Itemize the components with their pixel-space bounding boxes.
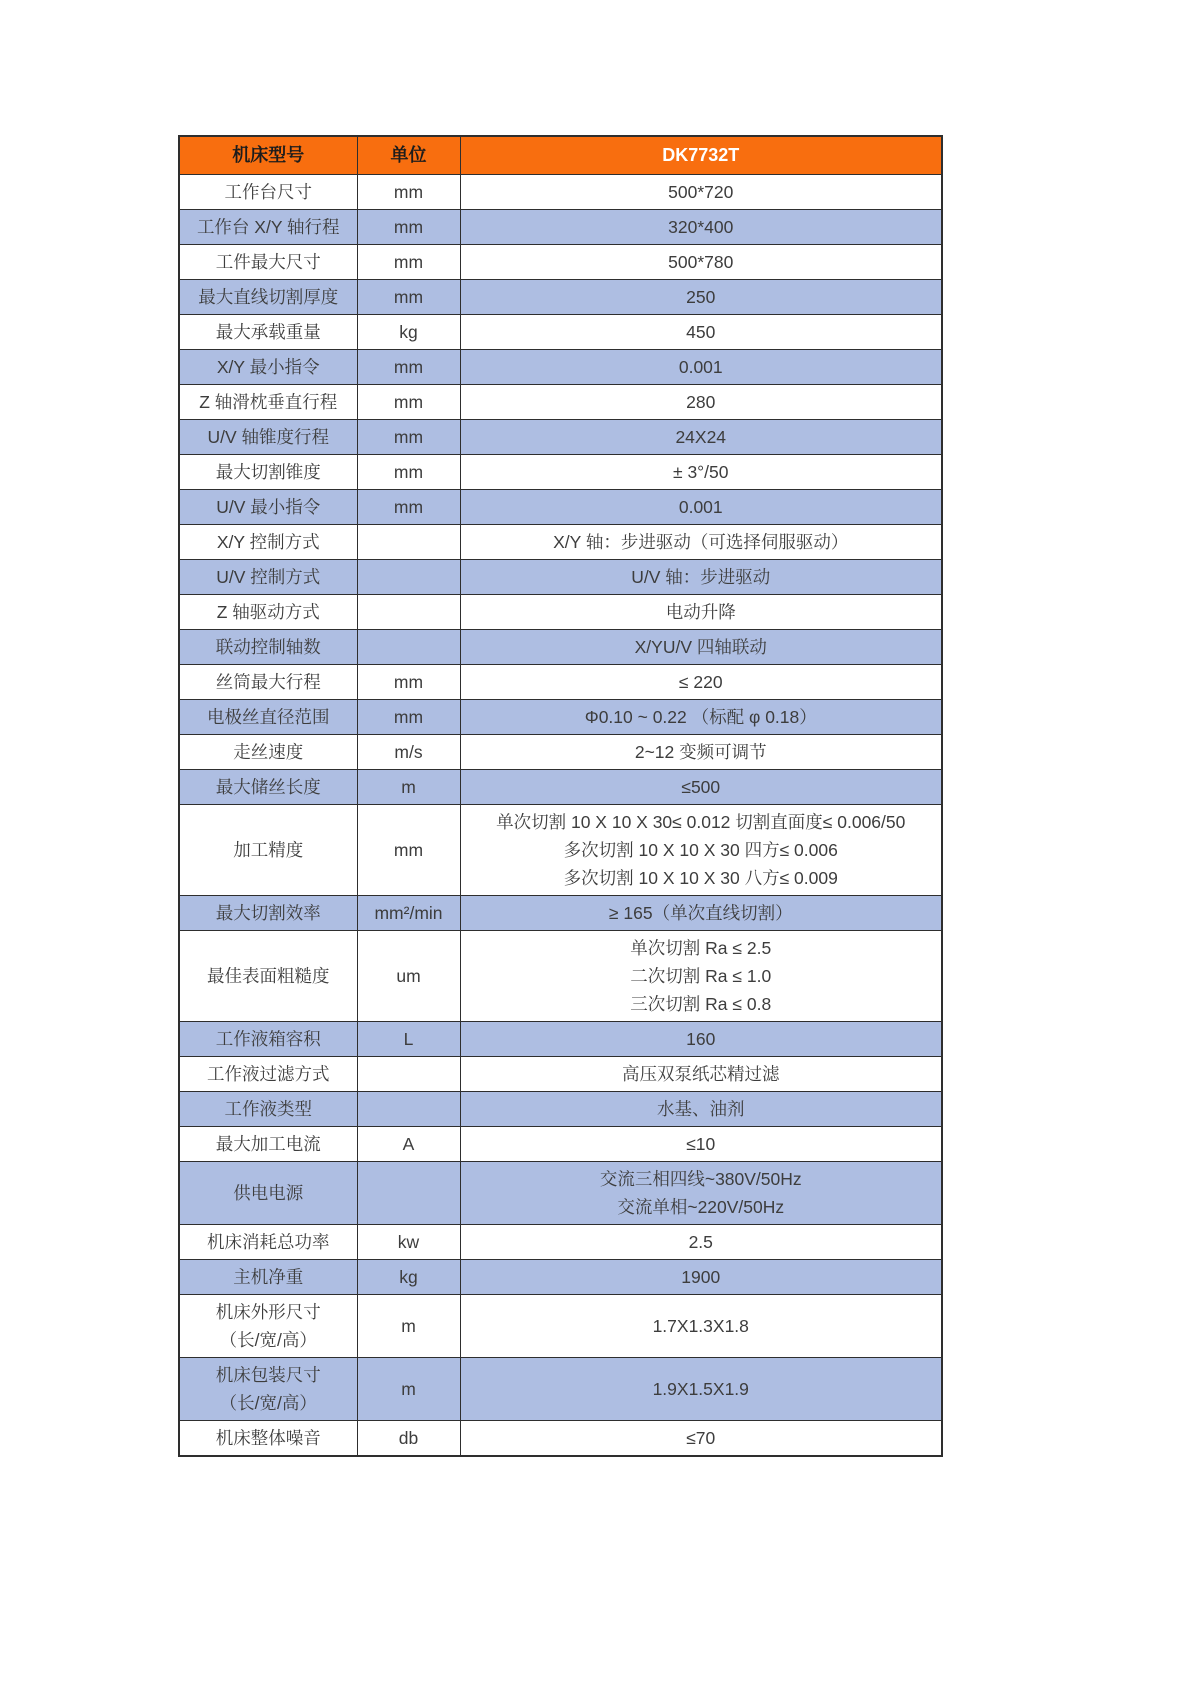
spec-value bbox=[460, 1421, 942, 1457]
spec-value-line: 0.001 bbox=[678, 497, 723, 517]
spec-value bbox=[460, 665, 942, 700]
spec-value bbox=[460, 420, 942, 455]
spec-label-line: 电极丝直径范围 bbox=[207, 707, 330, 727]
spec-value-line: 2~12 变频可调节 bbox=[634, 742, 767, 762]
spec-label-line: 加工精度 bbox=[233, 840, 304, 860]
spec-label bbox=[179, 350, 357, 385]
spec-label bbox=[179, 1421, 357, 1457]
spec-label bbox=[179, 560, 357, 595]
table-row bbox=[179, 1057, 942, 1092]
spec-label bbox=[179, 175, 357, 210]
header-unit-label: 单位 bbox=[357, 136, 460, 175]
spec-value-line: 500*780 bbox=[668, 252, 734, 272]
spec-value-line: 450 bbox=[686, 322, 716, 342]
spec-label-line: 丝筒最大行程 bbox=[215, 672, 321, 692]
spec-label-line: X/Y 最小指令 bbox=[216, 357, 320, 377]
spec-value-line: X/YU/V 四轴联动 bbox=[634, 637, 767, 657]
spec-value-line: 24X24 bbox=[675, 427, 727, 447]
spec-label-line: Z 轴滑枕垂直行程 bbox=[199, 392, 338, 412]
spec-unit: um bbox=[357, 931, 460, 1022]
spec-value bbox=[460, 245, 942, 280]
spec-value-line: ≤ 220 bbox=[678, 672, 723, 692]
spec-value-line: X/Y 轴：步进驱动（可选择伺服驱动） bbox=[553, 532, 849, 552]
spec-unit: mm bbox=[357, 805, 460, 896]
spec-value bbox=[460, 315, 942, 350]
spec-value-line: 500*720 bbox=[668, 182, 734, 202]
spec-value-line: 多次切割 10 X 10 X 30 八方≤ 0.009 bbox=[563, 868, 838, 888]
table-row bbox=[179, 280, 942, 315]
spec-label-line: 工件最大尺寸 bbox=[215, 252, 321, 272]
spec-label-line: 联动控制轴数 bbox=[215, 637, 321, 657]
spec-label bbox=[179, 245, 357, 280]
header-model-label: 机床型号 bbox=[179, 136, 357, 175]
spec-label-line: 走丝速度 bbox=[233, 742, 304, 762]
table-row bbox=[179, 560, 942, 595]
spec-unit: L bbox=[357, 1022, 460, 1057]
spec-unit: A bbox=[357, 1127, 460, 1162]
table-row bbox=[179, 700, 942, 735]
table-row bbox=[179, 175, 942, 210]
spec-value-line: 单次切割 10 X 10 X 30≤ 0.012 切割直面度≤ 0.006/50 bbox=[496, 812, 906, 832]
spec-label bbox=[179, 210, 357, 245]
spec-value bbox=[460, 700, 942, 735]
spec-label bbox=[179, 1022, 357, 1057]
spec-value-line: ≤70 bbox=[686, 1428, 716, 1448]
spec-value-line: ≤10 bbox=[686, 1134, 716, 1154]
spec-value bbox=[460, 175, 942, 210]
spec-value-line: 交流单相~220V/50Hz bbox=[617, 1197, 785, 1217]
spec-label bbox=[179, 931, 357, 1022]
spec-value-line: ≥ 165（单次直线切割） bbox=[608, 903, 793, 923]
spec-value-line: 交流三相四线~380V/50Hz bbox=[599, 1169, 802, 1189]
spec-value-line: 电动升降 bbox=[665, 602, 736, 622]
spec-value-line: 160 bbox=[686, 1029, 716, 1049]
spec-label-line: 工作液类型 bbox=[224, 1099, 312, 1119]
spec-label-line: U/V 控制方式 bbox=[216, 567, 321, 587]
table-row bbox=[179, 210, 942, 245]
spec-label bbox=[179, 1092, 357, 1127]
table-row bbox=[179, 665, 942, 700]
spec-value bbox=[460, 1127, 942, 1162]
spec-label-line: 最大切割锥度 bbox=[215, 462, 321, 482]
spec-label bbox=[179, 1057, 357, 1092]
spec-unit bbox=[357, 630, 460, 665]
spec-unit: mm bbox=[357, 245, 460, 280]
table-row bbox=[179, 1022, 942, 1057]
spec-unit: kg bbox=[357, 315, 460, 350]
spec-label bbox=[179, 700, 357, 735]
spec-value-line: 0.001 bbox=[678, 357, 723, 377]
spec-value bbox=[460, 1358, 942, 1421]
spec-label bbox=[179, 455, 357, 490]
spec-label-line: 工作液箱容积 bbox=[215, 1029, 321, 1049]
spec-unit: m bbox=[357, 1358, 460, 1421]
spec-unit: db bbox=[357, 1421, 460, 1457]
spec-unit: mm bbox=[357, 210, 460, 245]
spec-value-line: 二次切割 Ra ≤ 1.0 bbox=[630, 966, 772, 986]
spec-label bbox=[179, 770, 357, 805]
spec-value bbox=[460, 1057, 942, 1092]
spec-value bbox=[460, 385, 942, 420]
spec-label-line: 机床消耗总功率 bbox=[207, 1232, 330, 1252]
spec-value bbox=[460, 525, 942, 560]
spec-label bbox=[179, 280, 357, 315]
spec-unit: mm bbox=[357, 665, 460, 700]
spec-value bbox=[460, 1022, 942, 1057]
spec-value-line: 2.5 bbox=[688, 1232, 713, 1252]
spec-label-line: 最大承载重量 bbox=[215, 322, 321, 342]
spec-label-line: 最大切割效率 bbox=[215, 903, 321, 923]
spec-value-line: 高压双泵纸芯精过滤 bbox=[622, 1064, 780, 1084]
spec-unit bbox=[357, 525, 460, 560]
spec-value-line: 水基、油剂 bbox=[657, 1099, 745, 1119]
spec-value bbox=[460, 770, 942, 805]
spec-value bbox=[460, 1295, 942, 1358]
table-row bbox=[179, 525, 942, 560]
spec-value-line: U/V 轴：步进驱动 bbox=[631, 567, 771, 587]
spec-unit: mm bbox=[357, 490, 460, 525]
spec-label-line: Z 轴驱动方式 bbox=[216, 602, 320, 622]
spec-value-line: 250 bbox=[686, 287, 716, 307]
table-row bbox=[179, 770, 942, 805]
spec-unit: mm bbox=[357, 175, 460, 210]
header-row bbox=[179, 136, 942, 175]
table-row bbox=[179, 1260, 942, 1295]
spec-label-line: 供电电源 bbox=[233, 1183, 304, 1203]
spec-label bbox=[179, 665, 357, 700]
spec-unit: mm bbox=[357, 350, 460, 385]
spec-label bbox=[179, 896, 357, 931]
spec-value bbox=[460, 1260, 942, 1295]
spec-label-line: 最大加工电流 bbox=[215, 1134, 321, 1154]
spec-value-line: 1.7X1.3X1.8 bbox=[652, 1316, 749, 1336]
spec-value bbox=[460, 280, 942, 315]
table-row bbox=[179, 595, 942, 630]
table-row bbox=[179, 630, 942, 665]
spec-value-line: Φ0.10 ~ 0.22 （标配 φ 0.18） bbox=[584, 707, 817, 727]
table-row bbox=[179, 1295, 942, 1358]
spec-unit: mm bbox=[357, 420, 460, 455]
spec-value bbox=[460, 350, 942, 385]
table-row bbox=[179, 490, 942, 525]
spec-unit bbox=[357, 1092, 460, 1127]
spec-unit: kg bbox=[357, 1260, 460, 1295]
table-row bbox=[179, 1421, 942, 1457]
spec-unit bbox=[357, 1057, 460, 1092]
spec-label-line: 最大储丝长度 bbox=[215, 777, 321, 797]
spec-label bbox=[179, 385, 357, 420]
table-row bbox=[179, 1127, 942, 1162]
spec-label bbox=[179, 420, 357, 455]
machine-spec-table bbox=[178, 135, 943, 1457]
table-row bbox=[179, 1092, 942, 1127]
spec-value-line: 1900 bbox=[681, 1267, 721, 1287]
spec-label bbox=[179, 805, 357, 896]
spec-label-line: U/V 轴锥度行程 bbox=[207, 427, 330, 447]
spec-label bbox=[179, 595, 357, 630]
spec-unit: mm bbox=[357, 455, 460, 490]
spec-label bbox=[179, 1260, 357, 1295]
spec-unit bbox=[357, 595, 460, 630]
spec-label-line: 工作液过滤方式 bbox=[207, 1064, 330, 1084]
table-row bbox=[179, 385, 942, 420]
header-model-value: DK7732T bbox=[460, 136, 942, 175]
spec-label-line: 机床整体噪音 bbox=[215, 1428, 321, 1448]
spec-label bbox=[179, 1295, 357, 1358]
spec-label-line: U/V 最小指令 bbox=[216, 497, 321, 517]
spec-label-line: 最大直线切割厚度 bbox=[198, 287, 339, 307]
spec-unit: mm bbox=[357, 700, 460, 735]
table-row bbox=[179, 455, 942, 490]
table-row bbox=[179, 245, 942, 280]
spec-value-line: 单次切割 Ra ≤ 2.5 bbox=[630, 938, 772, 958]
spec-value bbox=[460, 490, 942, 525]
spec-unit: kw bbox=[357, 1225, 460, 1260]
table-row bbox=[179, 350, 942, 385]
spec-label bbox=[179, 630, 357, 665]
spec-label-line: 机床外形尺寸 bbox=[215, 1302, 321, 1322]
spec-value bbox=[460, 1225, 942, 1260]
spec-label bbox=[179, 735, 357, 770]
table-row bbox=[179, 931, 942, 1022]
spec-unit bbox=[357, 560, 460, 595]
spec-value bbox=[460, 931, 942, 1022]
spec-value bbox=[460, 896, 942, 931]
spec-value bbox=[460, 735, 942, 770]
spec-value-line: 320*400 bbox=[668, 217, 734, 237]
table-row bbox=[179, 735, 942, 770]
spec-label bbox=[179, 1225, 357, 1260]
spec-label bbox=[179, 525, 357, 560]
spec-label-line: 工作台 X/Y 轴行程 bbox=[196, 217, 340, 237]
spec-value bbox=[460, 560, 942, 595]
spec-unit: m bbox=[357, 770, 460, 805]
spec-unit: mm bbox=[357, 280, 460, 315]
spec-value-line: ± 3°/50 bbox=[672, 462, 729, 482]
spec-value bbox=[460, 1092, 942, 1127]
spec-label-line: 主机净重 bbox=[233, 1267, 304, 1287]
spec-label-line: X/Y 控制方式 bbox=[216, 532, 320, 552]
spec-label-line: （长/宽/高） bbox=[219, 1393, 317, 1413]
table-row bbox=[179, 1162, 942, 1225]
table-row bbox=[179, 315, 942, 350]
table-header bbox=[179, 136, 942, 175]
spec-value-line: ≤500 bbox=[681, 777, 721, 797]
spec-label-line: 工作台尺寸 bbox=[224, 182, 312, 202]
spec-value bbox=[460, 595, 942, 630]
table-row bbox=[179, 1358, 942, 1421]
spec-value bbox=[460, 805, 942, 896]
spec-label bbox=[179, 1358, 357, 1421]
spec-unit: m bbox=[357, 1295, 460, 1358]
spec-value bbox=[460, 455, 942, 490]
table-body bbox=[179, 175, 942, 1457]
spec-value-line: 多次切割 10 X 10 X 30 四方≤ 0.006 bbox=[563, 840, 838, 860]
spec-label bbox=[179, 490, 357, 525]
spec-label-line: 机床包装尺寸 bbox=[215, 1365, 321, 1385]
spec-label bbox=[179, 315, 357, 350]
spec-label bbox=[179, 1162, 357, 1225]
spec-unit: mm bbox=[357, 385, 460, 420]
spec-unit: mm²/min bbox=[357, 896, 460, 931]
spec-value bbox=[460, 210, 942, 245]
spec-value-line: 280 bbox=[686, 392, 716, 412]
spec-unit bbox=[357, 1162, 460, 1225]
spec-value bbox=[460, 630, 942, 665]
table-row bbox=[179, 805, 942, 896]
table-row bbox=[179, 1225, 942, 1260]
table-row bbox=[179, 896, 942, 931]
spec-value-line: 1.9X1.5X1.9 bbox=[652, 1379, 749, 1399]
table-row bbox=[179, 420, 942, 455]
spec-label bbox=[179, 1127, 357, 1162]
spec-label-line: 最佳表面粗糙度 bbox=[207, 966, 330, 986]
spec-label-line: （长/宽/高） bbox=[219, 1330, 317, 1350]
spec-value bbox=[460, 1162, 942, 1225]
spec-value-line: 三次切割 Ra ≤ 0.8 bbox=[630, 994, 772, 1014]
spec-unit: m/s bbox=[357, 735, 460, 770]
